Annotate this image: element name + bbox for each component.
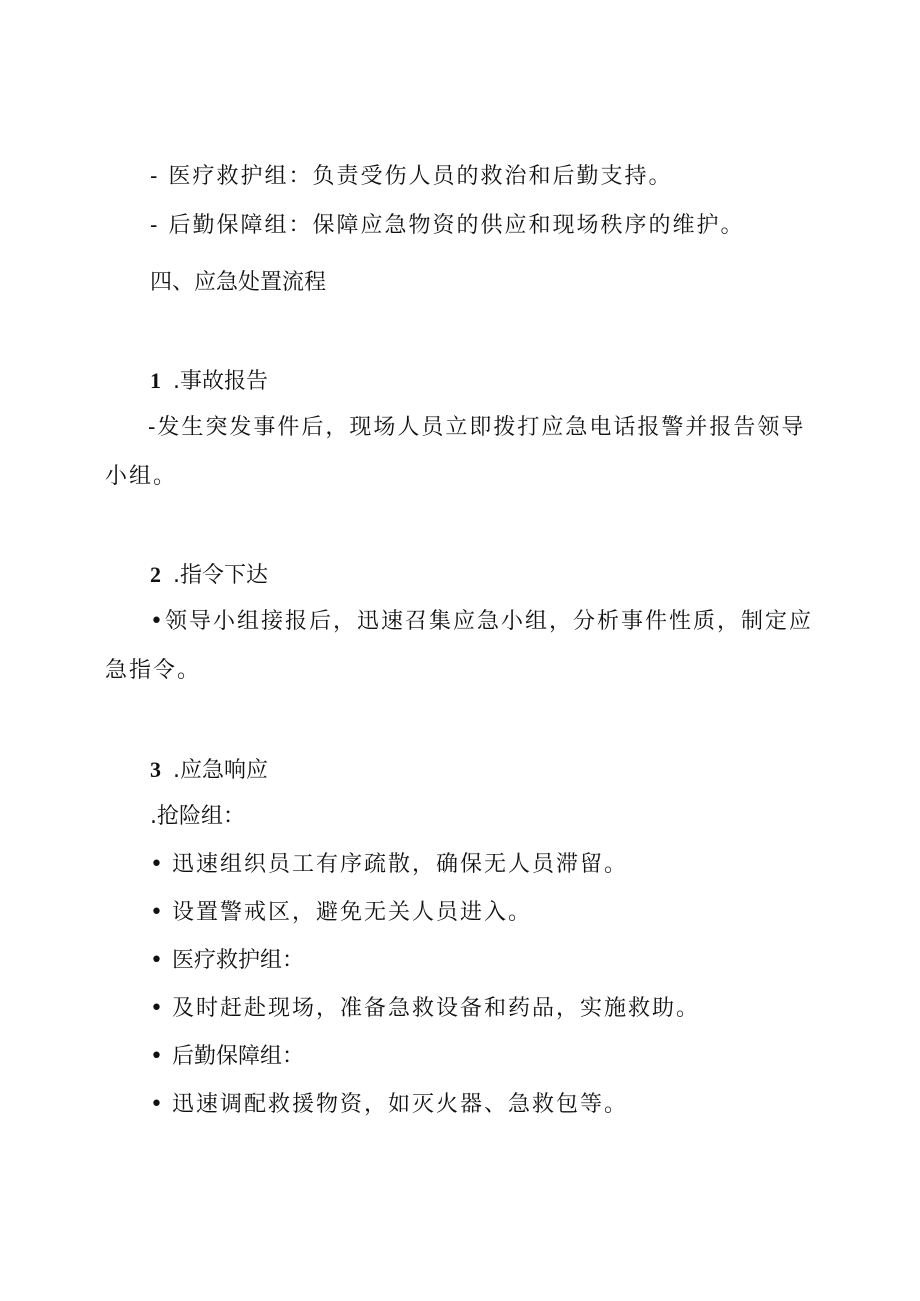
medical-group-label: 医疗救护组：	[172, 948, 305, 973]
rescue-item-1	[150, 850, 628, 880]
team-medical-line	[150, 162, 672, 192]
step-3-title: .应急响应	[173, 758, 268, 783]
step-2-body-line1: •领导小组接报后，迅速召集应急小组，分析事件性质，制定应	[150, 609, 813, 634]
medical-group-label-line	[150, 946, 304, 976]
bullet-icon: •	[150, 948, 163, 973]
team-logistics-text: 后勤保障组：保障应急物资的供应和现场秩序的维护。	[168, 213, 745, 238]
bullet-icon: •	[150, 996, 165, 1021]
medical-item-1-text: 及时赶赴现场，准备急救设备和药品，实施救助。	[172, 996, 701, 1021]
section-title: 四、应急处置流程	[150, 270, 327, 295]
logistics-item-1	[150, 1090, 628, 1120]
bullet-icon: •	[150, 1044, 163, 1069]
dash-prefix: -	[150, 164, 169, 189]
medical-item-1	[150, 994, 700, 1024]
step-1-number: 1	[150, 368, 161, 393]
step-1-body-line2: 小组。	[105, 464, 178, 489]
logistics-group-label-line	[150, 1042, 304, 1072]
bullet-icon: •	[150, 852, 165, 877]
step-2-number: 2	[150, 562, 161, 587]
step-3-number: 3	[150, 757, 161, 782]
step-1-title: .事故报告	[173, 369, 268, 394]
rescue-group-label: .抢险组：	[150, 804, 245, 829]
dash-prefix: -	[150, 213, 169, 238]
step-1-heading	[150, 366, 268, 397]
bullet-icon: •	[150, 1092, 165, 1117]
step-2-title: .指令下达	[173, 563, 268, 588]
logistics-item-1-text: 迅速调配救援物资，如灭火器、急救包等。	[172, 1092, 629, 1117]
step-2-body-line2: 急指令。	[105, 658, 202, 683]
rescue-item-1-text: 迅速组织员工有序疏散，确保无人员滞留。	[172, 852, 629, 877]
step-3-heading	[150, 755, 268, 786]
team-logistics-line	[150, 211, 744, 241]
rescue-item-2-text: 设置警戒区，避免无关人员进入。	[172, 900, 533, 925]
step-1-body-line1: -发生突发事件后，现场人员立即拨打应急电话报警并报告领导	[148, 415, 806, 440]
logistics-group-label: 后勤保障组：	[172, 1044, 305, 1069]
step-2-heading	[150, 560, 268, 591]
bullet-icon: •	[150, 900, 165, 925]
rescue-item-2	[150, 898, 532, 928]
team-medical-text: 医疗救护组：负责受伤人员的救治和后勤支持。	[168, 164, 673, 189]
